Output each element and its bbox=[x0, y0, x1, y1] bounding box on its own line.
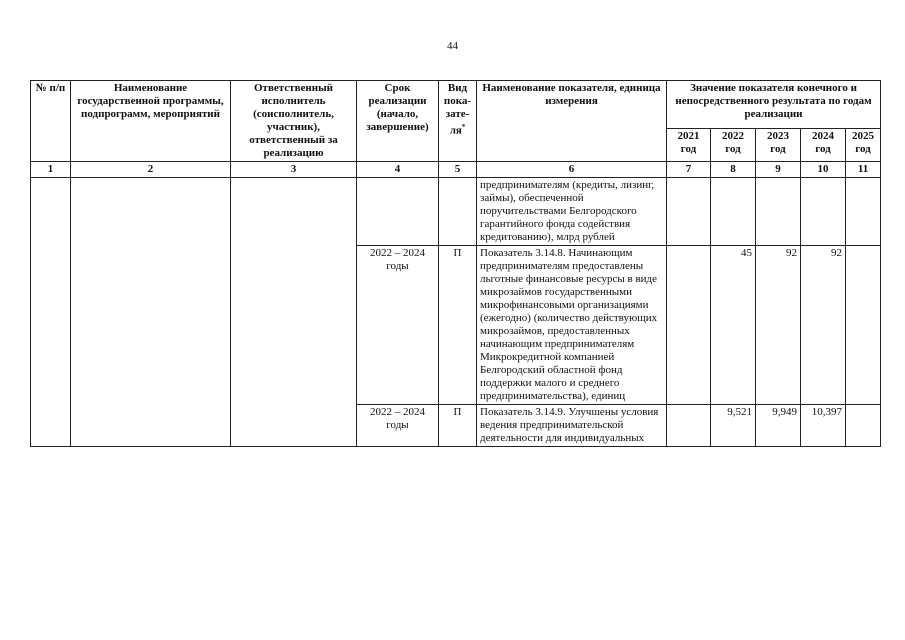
header-executor: Ответственный исполнитель (соисполнитель, участник), ответственный за реализацию bbox=[231, 81, 357, 162]
value-2023 bbox=[756, 178, 801, 246]
column-number: 11 bbox=[846, 162, 881, 178]
column-number: 5 bbox=[439, 162, 477, 178]
column-number: 8 bbox=[711, 162, 756, 178]
value-2024: 10,397 bbox=[801, 405, 846, 447]
value-2021 bbox=[667, 246, 711, 405]
executor-cell bbox=[231, 178, 357, 447]
value-2021 bbox=[667, 178, 711, 246]
value-2023: 9,949 bbox=[756, 405, 801, 447]
header-year-2023: 2023 год bbox=[756, 128, 801, 161]
value-2022: 9,521 bbox=[711, 405, 756, 447]
header-year-2024: 2024 год bbox=[801, 128, 846, 161]
value-2022 bbox=[711, 178, 756, 246]
column-number: 6 bbox=[477, 162, 667, 178]
program-name-cell bbox=[71, 178, 231, 447]
header-footnote-mark: * bbox=[461, 123, 466, 131]
column-number: 2 bbox=[71, 162, 231, 178]
indicator-cell: Показатель 3.14.9. Улучшены условия ведения предпринимательской деятельности для индивидуальных bbox=[477, 405, 667, 447]
value-2025 bbox=[846, 246, 881, 405]
header-values-group: Значение показателя конечного и непосредственного результата по годам реализации bbox=[667, 81, 881, 129]
indicators-table bbox=[30, 80, 881, 447]
header-program-name: Наименование государственной программы, подпрограмм, мероприятий bbox=[71, 81, 231, 162]
header-year-2021: 2021 год bbox=[667, 128, 711, 161]
term-cell bbox=[357, 178, 439, 246]
value-2022: 45 bbox=[711, 246, 756, 405]
type-cell bbox=[439, 178, 477, 246]
column-number: 4 bbox=[357, 162, 439, 178]
column-numbers-row bbox=[31, 162, 881, 178]
term-cell: 2022 – 2024 годы bbox=[357, 246, 439, 405]
column-number: 1 bbox=[31, 162, 71, 178]
value-2024: 92 bbox=[801, 246, 846, 405]
value-2025 bbox=[846, 178, 881, 246]
column-number: 10 bbox=[801, 162, 846, 178]
header-year-2022: 2022 год bbox=[711, 128, 756, 161]
column-number: 7 bbox=[667, 162, 711, 178]
column-number: 9 bbox=[756, 162, 801, 178]
value-2025 bbox=[846, 405, 881, 447]
header-term: Срок реализации (начало, завершение) bbox=[357, 81, 439, 162]
number-cell bbox=[31, 178, 71, 447]
indicator-cell: предпринимателям (кредиты, лизинг, займы), обеспеченной поручительствами Белгородского гарантийного фонда содействия кредитованию), млрд рублей bbox=[477, 178, 667, 246]
value-2024 bbox=[801, 178, 846, 246]
value-2021 bbox=[667, 405, 711, 447]
header-row bbox=[31, 81, 881, 129]
header-indicator-type-text: Вид пока-зате-ля bbox=[443, 82, 472, 137]
type-cell: П bbox=[439, 246, 477, 405]
header-indicator-type bbox=[439, 81, 477, 162]
column-number: 3 bbox=[231, 162, 357, 178]
header-number: № п/п bbox=[31, 81, 71, 162]
header-indicator-name: Наименование показателя, единица измерения bbox=[477, 81, 667, 162]
indicator-cell: Показатель 3.14.8. Начинающим предпринимателям предоставлены льготные финансовые ресурсы в виде микрозаймов государственными микрофинансовыми организациями (ежегодно) (количество действующих микрозаймов, предоставленных начинающим предпринимателям Микрокредитной компанией Белгородский областной фонд поддержки малого и среднего предпринимательства), единиц bbox=[477, 246, 667, 405]
type-cell: П bbox=[439, 405, 477, 447]
table-row bbox=[31, 178, 881, 246]
header-year-2025: 2025 год bbox=[846, 128, 881, 161]
value-2023: 92 bbox=[756, 246, 801, 405]
term-cell: 2022 – 2024 годы bbox=[357, 405, 439, 447]
page-number: 44 bbox=[447, 40, 458, 52]
